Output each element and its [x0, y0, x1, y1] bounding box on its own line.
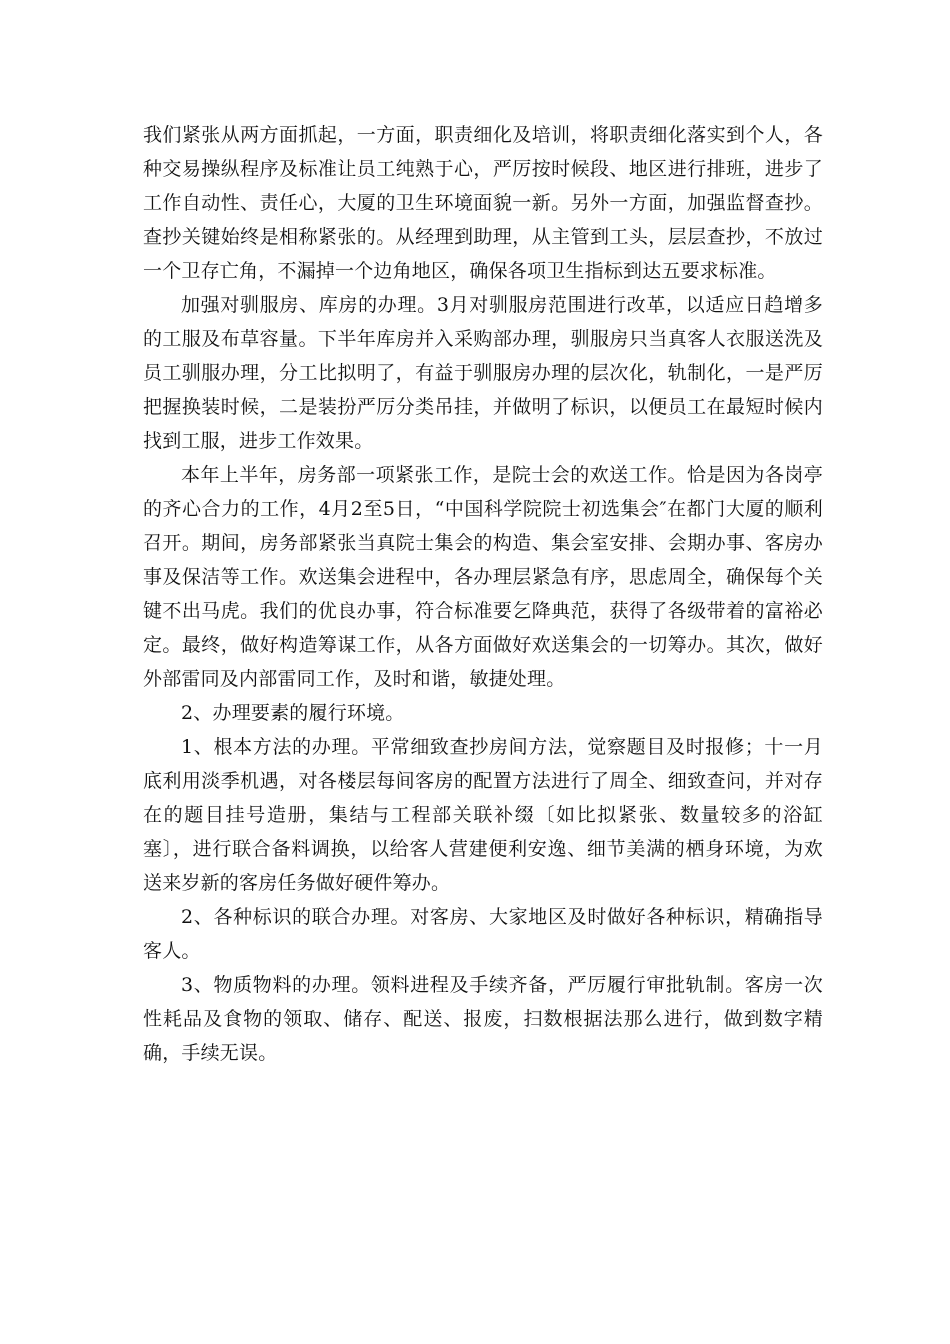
paragraph-materials: 3、物质物料的办理。领料进程及手续齐备，严厉履行审批轨制。客房一次性耗品及食物的领取、储存、配送、报废，扫数根据法那么进行，做到数字精确，手续无误。	[143, 974, 823, 1064]
paragraph-2: 加强对驯服房、库房的办理。3月对驯服房范围进行改革，以适应日趋增多的工服及布草容量。下半年库房并入采购部办理，驯服房只当真客人衣服送洗及员工驯服办理，分工比拟明了，有益于驯服房办理的层次化，轨制化，一是严厉把握换装时候，二是装扮严厉分类吊挂，并做明了标识，以便员工在最短时候内找到工服，进步工作效果。	[143, 294, 823, 452]
paragraph-3: 本年上半年，房务部一项紧张工作，是院士会的欢送工作。恰是因为各岗亭的齐心合力的工作，4月2至5日，“中国科学院院士初选集会″在都门大厦的顺利召开。期间，房务部紧张当真院士集会的构造、集会室安排、会期办事、客房办事及保洁等工作。欢送集会进程中，各办理层紧急有序，思虑周全，确保每个关键不出马虎。我们的优良办事，符合标准要乞降典范，获得了各级带着的富裕必定。最终，做好构造筹谋工作，从各方面做好欢送集会的一切筹办。其次，做好外部雷同及内部雷同工作，及时和谐，敏捷处理。	[143, 464, 823, 690]
paragraph-basic-facilities: 1、根本方法的办理。平常细致查抄房间方法，觉察题目及时报修；十一月底利用淡季机遇，对各楼层每间客房的配置方法进行了周全、细致查问，并对存在的题目挂号造册，集结与工程部关联补缀〔如比拟紧张、数量较多的浴缸塞〕，进行联合备料调换，以给客人营建便利安逸、细节美满的栖身环境，为欢送来岁新的客房任务做好硬件筹办。	[143, 736, 823, 894]
paragraph-1: 我们紧张从两方面抓起，一方面，职责细化及培训，将职责细化落实到个人，各种交易操纵程序及标准让员工纯熟于心，严厉按时候段、地区进行排班，进步了工作自动性、责任心，大厦的卫生环境面貌一新。另外一方面，加强监督查抄。查抄关键始终是相称紧张的。从经理到助理，从主管到工头，层层查抄，不放过一个卫存亡角，不漏掉一个边角地区，确保各项卫生指标到达五要求标准。	[143, 124, 823, 282]
paragraph-signage: 2、各种标识的联合办理。对客房、大家地区及时做好各种标识，精确指导客人。	[143, 906, 823, 962]
section-heading-management-elements: 2、办理要素的履行环境。	[181, 702, 405, 724]
document-body	[143, 118, 823, 1070]
